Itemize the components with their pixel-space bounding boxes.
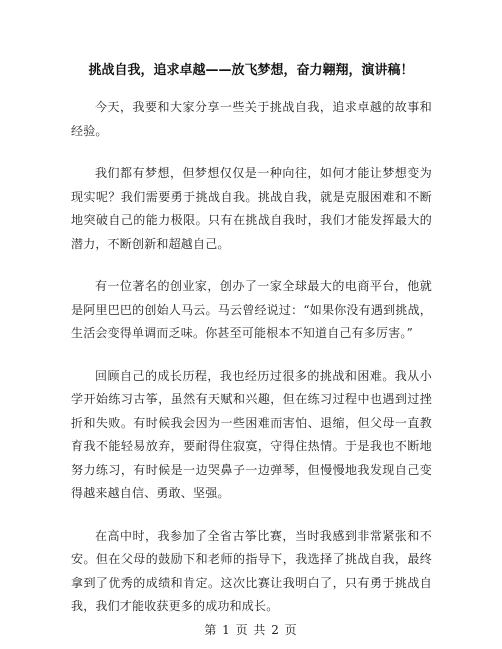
- paragraph-5: 在高中时，我参加了全省古筝比赛，当时我感到非常紧张和不安。但在父母的鼓励下和老师的指导下，我选择了挑战自我，最终拿到了优秀的成绩和肯定。这次比赛让我明白了，只有勇于挑战自我，我们才能收获更多的成功和成长。: [71, 528, 432, 613]
- paragraph-3: 有一位著名的创业家，创办了一家全球最大的电商平台，他就是阿里巴巴的创始人马云。马云曾经说过：“如果你没有遇到挑战，生活会变得单调而乏味。你甚至可能根本不知道自己有多厉害。”: [71, 279, 432, 340]
- paragraph-2: 我们都有梦想，但梦想仅仅是一种向往，如何才能让梦想变为现实呢？我们需要勇于挑战自我。挑战自我，就是克服困难和不断地突破自己的能力极限。只有在挑战自我时，我们才能发挥最大的潜力，不断创新和超越自己。: [71, 166, 432, 251]
- document-body: [71, 96, 432, 638]
- paragraph-4: 回顾自己的成长历程，我也经历过很多的挑战和困难。我从小学开始练习古筝，虽然有天赋和兴趣，但在练习过程中也遇到过挫折和失败。有时候我会因为一些困难而害怕、退缩，但父母一直教育我不能轻易放弃，要耐得住寂寞，守得住热情。于是我也不断地努力练习，有时候是一边哭鼻子一边弹琴，但慢慢地我发现自己变得越来越自信、勇敢、坚强。: [71, 368, 432, 500]
- document-title: 挑战自我，追求卓越——放飞梦想，奋力翱翔，演讲稿！: [88, 63, 414, 78]
- page-number-footer: 第 1 页 共 2 页: [204, 623, 298, 637]
- paragraph-1: 今天，我要和大家分享一些关于挑战自我，追求卓越的故事和经验。: [71, 100, 432, 138]
